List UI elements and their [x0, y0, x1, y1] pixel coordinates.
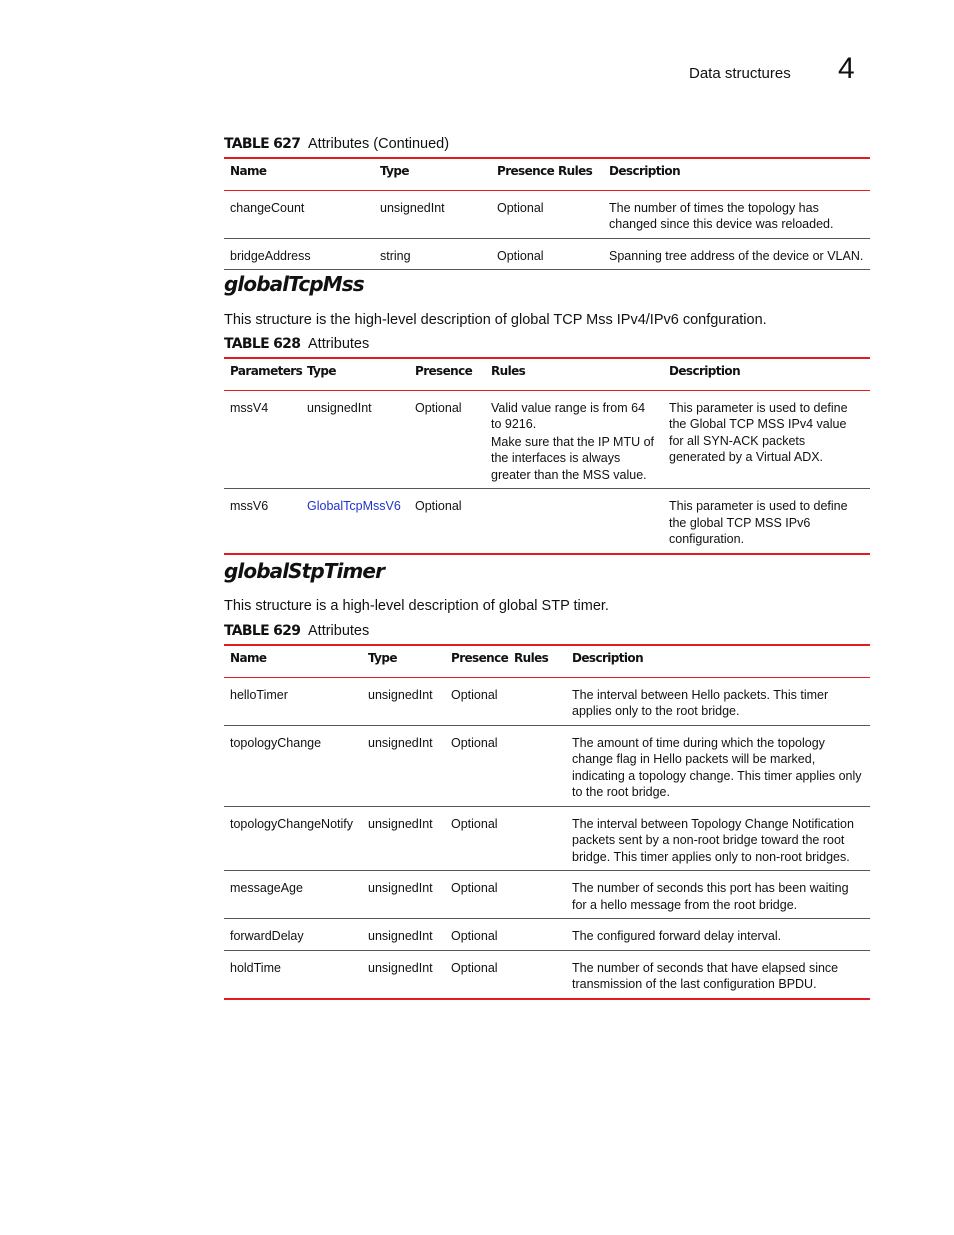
rules-text: Valid value range is from 64 to 9216.	[491, 400, 646, 431]
table-cell: unsignedInt	[368, 816, 433, 831]
table-header-row	[224, 158, 870, 190]
table-cell: unsignedInt	[368, 735, 433, 750]
table-627-caption	[224, 136, 449, 152]
table-cell: bridgeAddress	[230, 248, 311, 263]
column-header: Description	[669, 364, 741, 378]
table-row	[224, 238, 870, 270]
table-row	[224, 190, 870, 238]
table-cell	[508, 871, 566, 919]
table-cell: Optional	[451, 735, 498, 750]
table-header-row	[224, 358, 870, 390]
table-cell: holdTime	[230, 960, 281, 975]
table-label: TABLE 629	[224, 623, 301, 639]
table-cell: forwardDelay	[230, 929, 304, 943]
table-cell: This parameter is used to define the global TCP MSS IPv6 configuration.	[669, 499, 848, 546]
table-cell: mssV6	[230, 499, 269, 513]
table-caption-text: Attributes	[308, 336, 370, 352]
column-header: Name	[230, 164, 267, 178]
table-629-caption	[224, 623, 369, 639]
table-cell	[508, 677, 566, 725]
table-cell: The number of seconds that have elapsed since transmission of the last configuration BPDU.	[572, 960, 839, 991]
table-cell: topologyChange	[230, 735, 322, 750]
table-cell: unsignedInt	[368, 687, 433, 702]
table-cell	[485, 390, 663, 489]
section-heading-globalstptimer: globalStpTimer	[224, 559, 385, 583]
table-row	[224, 489, 870, 554]
table-cell: Optional	[451, 816, 498, 831]
table-627	[224, 157, 870, 270]
column-header: Type	[368, 651, 397, 665]
table-cell	[552, 190, 603, 238]
table-row	[224, 806, 870, 871]
table-cell: mssV4	[230, 400, 269, 415]
table-cell: unsignedInt	[307, 400, 372, 415]
table-629	[224, 644, 870, 1000]
table-cell: The number of times the topology has changed since this device was reloaded.	[609, 200, 834, 231]
column-header: Type	[307, 364, 336, 378]
table-cell	[508, 806, 566, 871]
table-label: TABLE 627	[224, 136, 301, 152]
table-cell	[508, 919, 566, 951]
table-label: TABLE 628	[224, 336, 301, 352]
table-cell: Optional	[451, 960, 498, 975]
table-row	[224, 950, 870, 999]
running-header-title: Data structures	[689, 65, 791, 82]
column-header: Rules	[558, 164, 593, 178]
column-header: Presence	[451, 651, 509, 665]
column-header: Type	[380, 164, 409, 178]
table-cell: topologyChangeNotify	[230, 816, 353, 831]
table-row	[224, 677, 870, 725]
table-cell: Optional	[451, 881, 498, 895]
table-row	[224, 725, 870, 806]
table-cell: unsignedInt	[368, 929, 433, 943]
table-cell: changeCount	[230, 200, 305, 215]
table-cell: The amount of time during which the topology change flag in Hello packets will be marked, indicating a topology change. This timer applies only to the root bridge.	[572, 735, 862, 799]
table-cell: Optional	[415, 400, 462, 415]
table-cell: string	[380, 248, 411, 263]
table-628-caption	[224, 336, 369, 352]
column-header: Presence	[497, 164, 555, 178]
table-row	[224, 871, 870, 919]
column-header: Rules	[491, 364, 526, 378]
table-cell: Spanning tree address of the device or VLAN.	[609, 248, 864, 263]
table-cell	[508, 725, 566, 806]
column-header: Description	[572, 651, 644, 665]
table-cell: helloTimer	[230, 687, 288, 702]
chapter-number: 4	[838, 52, 855, 85]
column-header: Name	[230, 651, 267, 665]
rules-text: Make sure that the IP MTU of the interfaces is always greater than the MSS value.	[491, 434, 655, 482]
globaltcpmssv6-link[interactable]: GlobalTcpMssV6	[307, 499, 401, 513]
section-heading-globaltcpmss: globalTcpMss	[224, 272, 364, 296]
column-header: Parameters	[230, 364, 303, 378]
table-cell: The interval between Hello packets. This timer applies only to the root bridge.	[572, 687, 829, 718]
table-cell: The number of seconds this port has been waiting for a hello message from the root bridge.	[572, 881, 849, 912]
table-cell: Optional	[497, 200, 544, 215]
table-cell: This parameter is used to define the Global TCP MSS IPv4 value for all SYN-ACK packets generated by a Virtual ADX.	[669, 400, 848, 464]
table-628	[224, 357, 870, 555]
table-cell: unsignedInt	[380, 200, 445, 215]
section-description: This structure is the high-level description of global TCP Mss IPv4/IPv6 confguration.	[224, 312, 767, 328]
table-cell: The configured forward delay interval.	[572, 929, 782, 943]
table-row	[224, 919, 870, 951]
table-cell	[301, 489, 409, 554]
table-header-row	[224, 645, 870, 677]
table-cell	[508, 950, 566, 999]
table-caption-text: Attributes (Continued)	[308, 136, 450, 152]
column-header: Description	[609, 164, 681, 178]
column-header: Rules	[514, 651, 549, 665]
section-description: This structure is a high-level description of global STP timer.	[224, 598, 609, 614]
table-cell: Optional	[415, 499, 462, 513]
table-cell: Optional	[451, 687, 498, 702]
table-caption-text: Attributes	[308, 623, 370, 639]
table-cell	[552, 238, 603, 270]
table-cell: Optional	[497, 248, 544, 263]
column-header: Presence	[415, 364, 473, 378]
table-cell: Optional	[451, 929, 498, 943]
table-cell: messageAge	[230, 881, 303, 895]
table-cell: unsignedInt	[368, 881, 433, 895]
table-cell: The interval between Topology Change Notification packets sent by a non-root bridge toward the root bridge. This timer applies only to non-root bridges.	[572, 816, 854, 864]
table-cell	[485, 489, 663, 554]
table-cell: unsignedInt	[368, 960, 433, 975]
table-row	[224, 390, 870, 489]
